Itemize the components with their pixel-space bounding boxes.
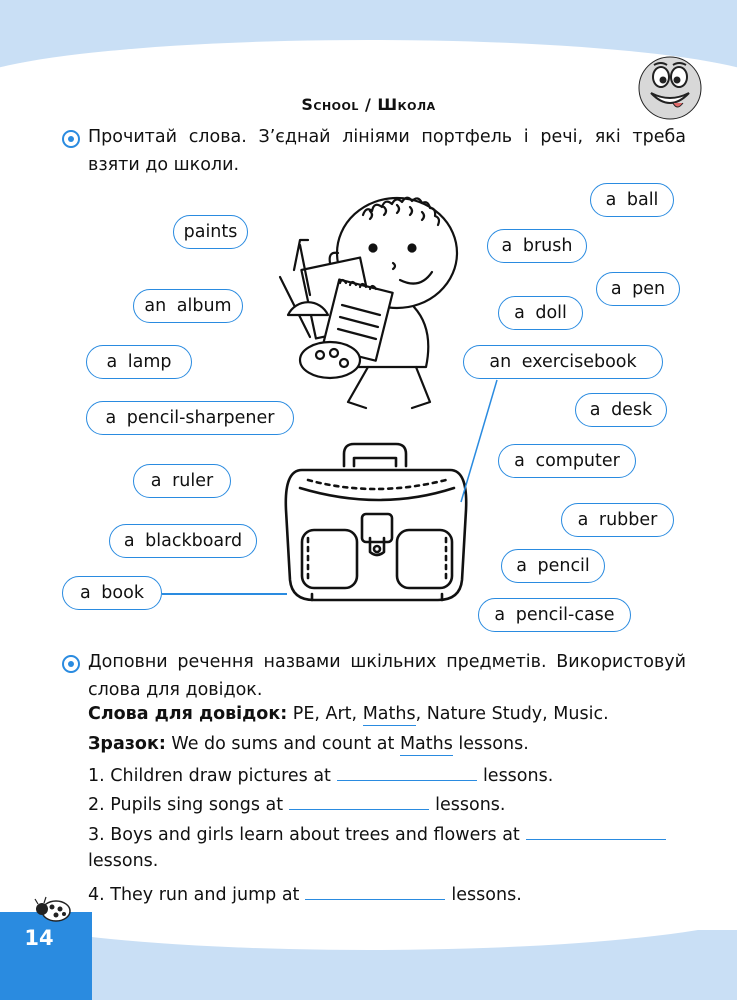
word-tag-paints: paints	[173, 215, 248, 249]
word-tag-doll: a doll	[498, 296, 583, 330]
sentence-1-blank[interactable]	[337, 761, 477, 781]
boy-with-school-things-illustration	[260, 185, 470, 430]
sentence-3-blank[interactable]	[526, 820, 666, 840]
help-words-before: PE, Art,	[292, 704, 358, 724]
connector-line-exercisebook	[455, 378, 505, 508]
word-tag-pen: a pen	[596, 272, 680, 306]
example-label: Зразок:	[88, 734, 166, 754]
word-tag-pencil-case: a pencil-case	[478, 598, 631, 632]
sentence-3-text: 3. Boys and girls learn about trees and flowers at	[88, 825, 520, 845]
word-tag-computer: a computer	[498, 444, 636, 478]
word-tag-desk: a desk	[575, 393, 667, 427]
word-tag-book: a book	[62, 576, 162, 610]
sentence-4-blank[interactable]	[305, 880, 445, 900]
sentence-1-text: 1. Children draw pictures at	[88, 766, 331, 786]
school-bag-illustration	[282, 440, 472, 605]
sentence-2-blank[interactable]	[289, 790, 429, 810]
exercise-1-instruction: Прочитай слова. З’єднай лініями портфель і речі, які треба взяти до школи.	[88, 127, 686, 175]
page-number: 14	[24, 926, 54, 950]
sentence-4-end: lessons.	[451, 885, 522, 905]
example-after: lessons.	[458, 734, 529, 754]
exercise-2-instruction: Доповни речення назвами шкільних предметів. Використовуй слова для довідок.	[88, 652, 686, 700]
connector-line-book	[162, 593, 287, 595]
word-tag-pencil-sharpener: a pencil-sharpener	[86, 401, 294, 435]
sentence-4	[88, 880, 522, 907]
word-tag-brush: a brush	[487, 229, 587, 263]
sentence-3-continuation	[88, 849, 158, 873]
word-tag-pencil: a pencil	[501, 549, 605, 583]
sentence-2-text: 2. Pupils sing songs at	[88, 795, 284, 815]
sentence-4-text: 4. They run and jump at	[88, 885, 300, 905]
example-line	[88, 732, 529, 756]
sentence-1	[88, 761, 553, 788]
exercise-1-bullet-icon	[62, 130, 80, 148]
word-tag-blackboard: a blackboard	[109, 524, 257, 558]
example-answer: Maths	[399, 734, 453, 754]
sentence-1-end: lessons.	[482, 766, 554, 786]
word-tag-exercisebook: an exercisebook	[463, 345, 663, 379]
help-words-line	[88, 702, 609, 726]
ladybug-icon	[34, 895, 74, 923]
exercise-2-bullet-icon	[62, 655, 80, 673]
sentence-3-end: lessons.	[88, 851, 159, 871]
word-tag-lamp: a lamp	[86, 345, 192, 379]
help-words-highlight: Maths	[362, 704, 416, 724]
help-words-after: , Nature Study, Music.	[415, 704, 609, 724]
word-tag-rubber: a rubber	[561, 503, 674, 537]
sentence-2	[88, 790, 505, 817]
sentence-3	[88, 820, 672, 847]
sentence-2-end: lessons.	[435, 795, 506, 815]
word-tag-album: an album	[133, 289, 243, 323]
word-tag-ruler: a ruler	[133, 464, 231, 498]
help-words-label: Слова для довідок:	[88, 704, 288, 724]
page-title: School / Школа	[301, 95, 436, 114]
word-tag-ball: a ball	[590, 183, 674, 217]
example-before: We do sums and count at	[171, 734, 395, 754]
